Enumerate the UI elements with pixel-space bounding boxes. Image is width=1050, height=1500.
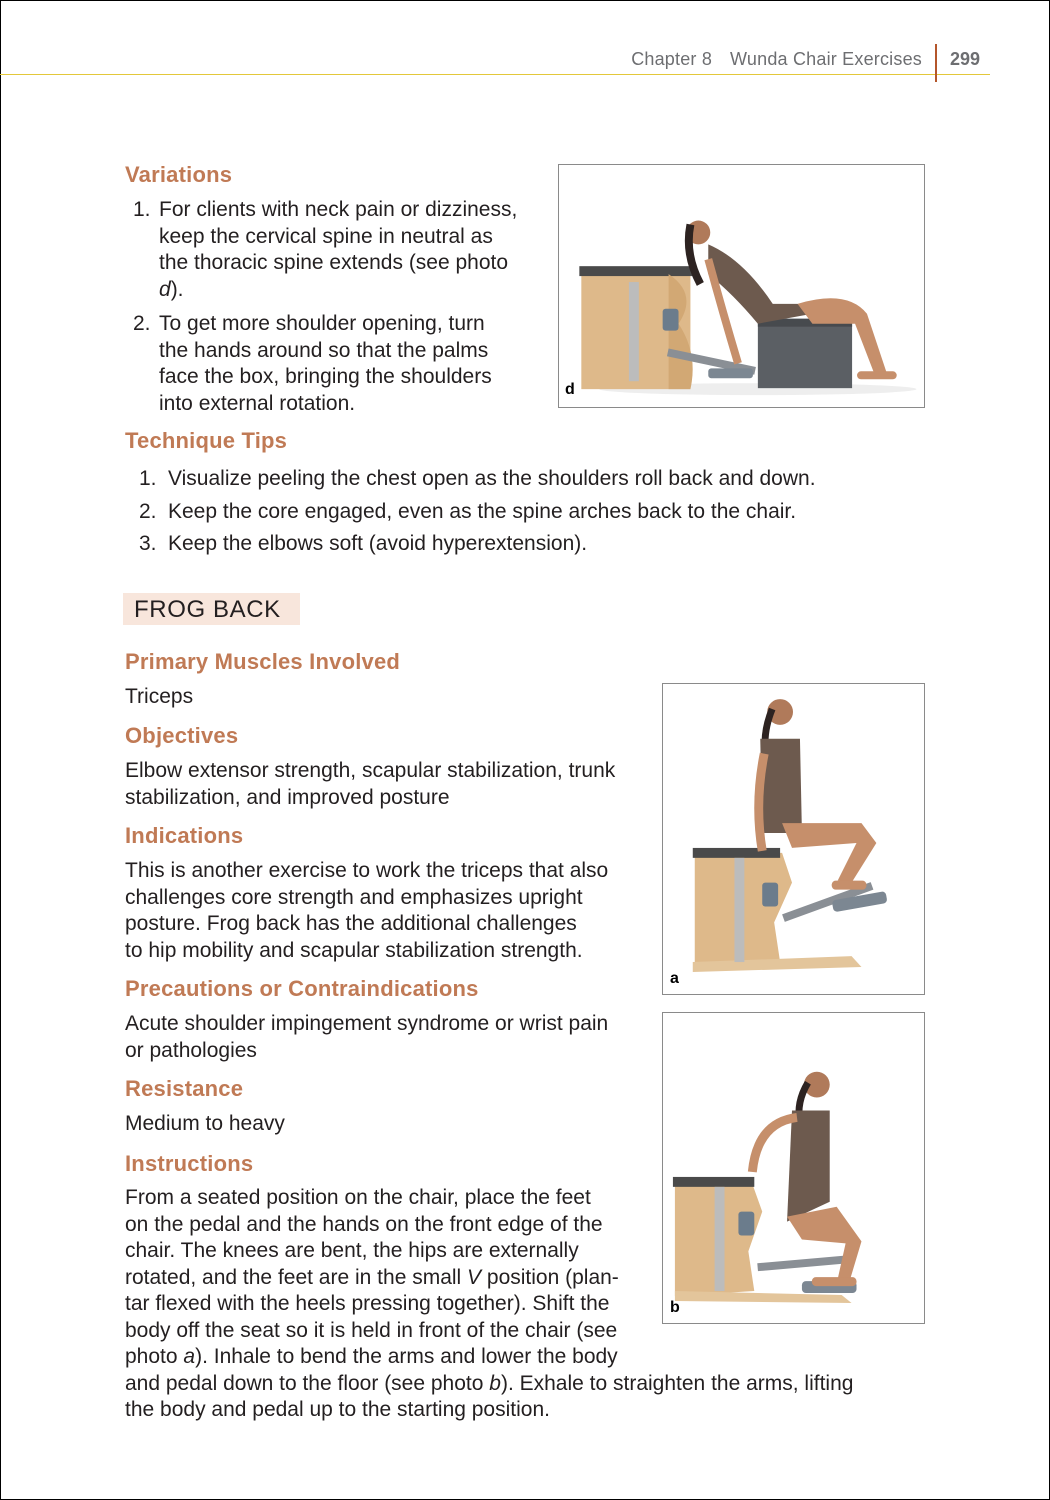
list-text: Keep the core engaged, even as the spine arches back to the chair. xyxy=(168,499,797,523)
text-line: or pathologies xyxy=(125,1038,257,1062)
list-text: Keep the elbows soft (avoid hyperextension). xyxy=(168,532,588,555)
technique-tips-heading: Technique Tips xyxy=(125,428,288,453)
wunda-chair-backbend-illustration xyxy=(559,165,924,407)
header-divider xyxy=(935,44,937,82)
photo-label: a xyxy=(670,970,679,987)
text-line: challenges core strength and emphasizes upright xyxy=(125,885,583,909)
photo-reference: a xyxy=(183,1345,196,1368)
list-line: keep the cervical spine in neutral as xyxy=(159,224,493,248)
page-number: 299 xyxy=(950,49,981,69)
text-line: photo xyxy=(125,1345,184,1368)
photo-d xyxy=(558,164,925,408)
text-line: stabilization, and improved posture xyxy=(125,785,450,809)
resistance-text: Medium to heavy xyxy=(125,1112,285,1135)
list-item xyxy=(133,197,543,303)
photo-reference: d xyxy=(159,277,171,301)
text-line: the body and pedal up to the starting position. xyxy=(125,1398,550,1421)
list-item xyxy=(139,466,939,493)
list-number: 2. xyxy=(133,312,151,335)
text-line: ). Inhale to bend the arms and lower the body xyxy=(195,1345,618,1368)
header-rule xyxy=(0,74,990,75)
objectives-text xyxy=(125,758,640,811)
photo-a xyxy=(662,683,925,995)
primary-muscles-heading: Primary Muscles Involved xyxy=(125,649,401,674)
text-line: body off the seat so it is held in front of the chair (see xyxy=(125,1318,618,1342)
variations-heading: Variations xyxy=(125,162,233,187)
precautions-heading: Precautions or Contraindications xyxy=(125,976,479,1001)
text-line: tar flexed with the heels pressing together). Shift the xyxy=(125,1292,610,1315)
list-item xyxy=(139,531,939,558)
text-line: Elbow extensor strength, scapular stabilization, trunk xyxy=(125,759,616,782)
list-line: For clients with neck pain or dizziness, xyxy=(159,198,518,221)
objectives-heading: Objectives xyxy=(125,723,239,748)
variations-list xyxy=(133,197,543,425)
list-item xyxy=(133,311,543,417)
photo-b xyxy=(662,1012,925,1324)
text-line: posture. Frog back has the additional challenges xyxy=(125,912,577,935)
text-line: This is another exercise to work the triceps that also xyxy=(125,859,609,882)
list-line: face the box, bringing the shoulders xyxy=(159,365,492,388)
text-line: chair. The knees are bent, the hips are externally xyxy=(125,1239,579,1262)
text-line: position (plan- xyxy=(481,1265,619,1289)
list-number: 1. xyxy=(133,198,151,221)
indications-heading: Indications xyxy=(125,823,244,848)
exercise-title-box xyxy=(123,593,300,625)
chapter-label: Chapter 8 xyxy=(631,49,713,69)
list-number: 3. xyxy=(139,532,157,555)
text-line: to hip mobility and scapular stabilization strength. xyxy=(125,938,583,962)
list-line: ). xyxy=(170,277,184,301)
running-header xyxy=(631,49,922,70)
list-line: into external rotation. xyxy=(159,391,356,415)
list-line: the hands around so that the palms xyxy=(159,338,489,362)
list-line: To get more shoulder opening, turn xyxy=(159,312,485,335)
emphasis: V xyxy=(467,1265,482,1289)
frog-back-lowered-illustration xyxy=(663,1013,924,1323)
text-line: rotated, and the feet are in the small xyxy=(125,1265,468,1289)
photo-label: d xyxy=(565,381,575,398)
precautions-text xyxy=(125,1011,640,1064)
text-line: Acute shoulder impingement syndrome or wrist pain xyxy=(125,1012,609,1035)
list-number: 1. xyxy=(139,467,157,490)
resistance-heading: Resistance xyxy=(125,1076,244,1101)
chapter-title: Wunda Chair Exercises xyxy=(730,49,922,69)
list-number: 2. xyxy=(139,499,157,523)
list-text: Visualize peeling the chest open as the shoulders roll back and down. xyxy=(168,467,816,490)
text-line: From a seated position on the chair, place the feet xyxy=(125,1186,591,1209)
frog-back-start-illustration xyxy=(663,684,924,994)
primary-muscles-text: Triceps xyxy=(125,685,194,708)
text-line: ). Exhale to straighten the arms, lifting xyxy=(500,1371,854,1395)
photo-label: b xyxy=(670,1299,680,1316)
indications-text xyxy=(125,858,640,964)
text-line: on the pedal and the hands on the front edge of the xyxy=(125,1212,603,1236)
photo-reference: b xyxy=(489,1371,501,1395)
list-item xyxy=(139,499,939,526)
instructions-heading: Instructions xyxy=(125,1151,254,1176)
exercise-title: FROG BACK xyxy=(134,596,281,623)
technique-tips-list xyxy=(139,466,939,564)
list-line: the thoracic spine extends (see photo xyxy=(159,251,509,274)
text-line: and pedal down to the floor (see photo xyxy=(125,1371,490,1395)
